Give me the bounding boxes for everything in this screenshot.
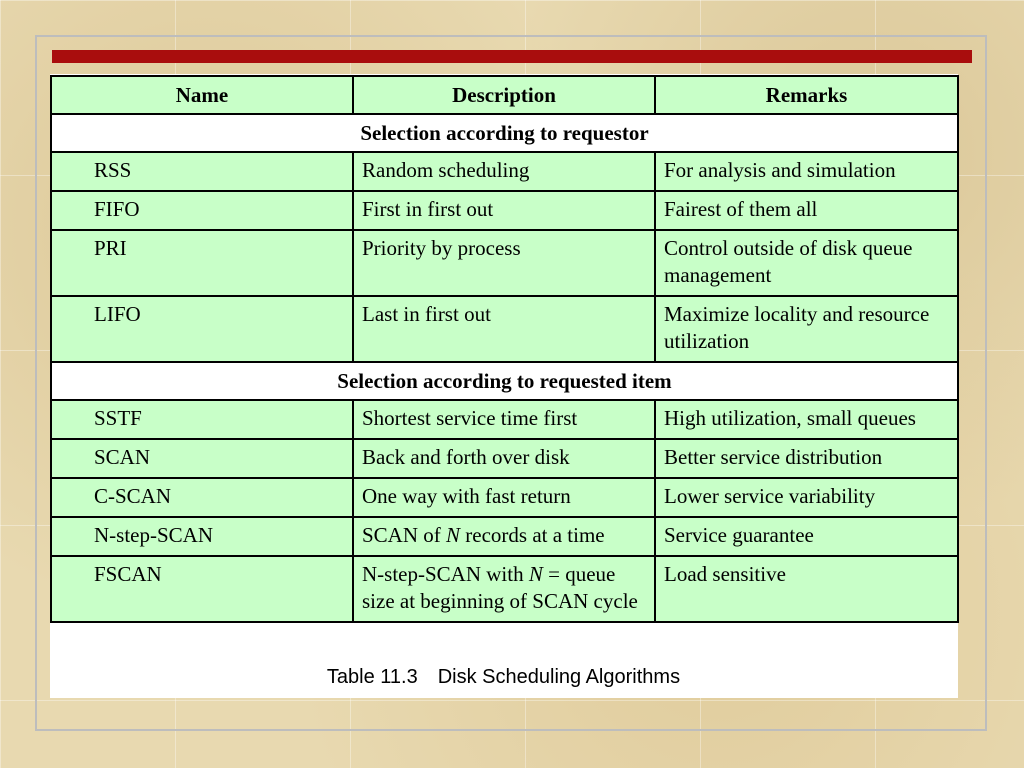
algorithm-name: FSCAN [51,556,353,622]
description-text: records at a time [460,523,605,547]
algorithm-name: RSS [51,152,353,191]
table-row [51,230,958,296]
algorithm-name: FIFO [51,191,353,230]
algorithm-name: N-step-SCAN [51,517,353,556]
algorithm-description: First in first out [353,191,655,230]
algorithm-remarks: Maximize locality and resource utilization [655,296,958,362]
algorithm-remarks: Load sensitive [655,556,958,622]
caption-number: Table 11.3 [326,666,418,688]
algorithm-remarks: Better service distribution [655,439,958,478]
description-text: = queue size at beginning of SCAN cycle [362,562,638,613]
algorithm-description: Back and forth over disk [353,439,655,478]
algorithm-description: Random scheduling [353,152,655,191]
algorithm-description: Last in first out [353,296,655,362]
header-name: Name [51,76,353,114]
table-row [51,296,958,362]
disk-scheduling-table [50,75,959,623]
algorithm-name: SCAN [51,439,353,478]
algorithm-remarks: Control outside of disk queue management [655,230,958,296]
table-row [51,478,958,517]
description-text: N-step-SCAN with [362,562,529,586]
algorithm-name: LIFO [51,296,353,362]
algorithm-remarks: For analysis and simulation [655,152,958,191]
section-label: Selection according to requestor [51,114,958,152]
algorithm-remarks: High utilization, small queues [655,400,958,439]
algorithm-remarks: Service guarantee [655,517,958,556]
header-row [51,76,958,114]
table-row [51,191,958,230]
table-row [51,439,958,478]
variable-n: N [528,562,543,586]
algorithm-name: C-SCAN [51,478,353,517]
algorithm-remarks: Lower service variability [655,478,958,517]
header-description: Description [353,76,655,114]
algorithm-description: Shortest service time first [353,400,655,439]
algorithm-description [353,556,655,622]
table-row [51,517,958,556]
description-text: SCAN of [362,523,447,547]
title-accent-bar [52,50,972,63]
algorithm-description: Priority by process [353,230,655,296]
algorithm-name: SSTF [51,400,353,439]
header-remarks: Remarks [655,76,958,114]
caption-title: Disk Scheduling Algorithms [437,666,681,688]
algorithm-description [353,517,655,556]
table-caption [50,666,957,689]
table-row [51,152,958,191]
table-row [51,556,958,622]
algorithm-description: One way with fast return [353,478,655,517]
algorithm-remarks: Fairest of them all [655,191,958,230]
algorithm-name: PRI [51,230,353,296]
table-row [51,400,958,439]
section-label: Selection according to requested item [51,362,958,400]
variable-n: N [446,523,461,547]
section-row [51,114,958,152]
section-row [51,362,958,400]
